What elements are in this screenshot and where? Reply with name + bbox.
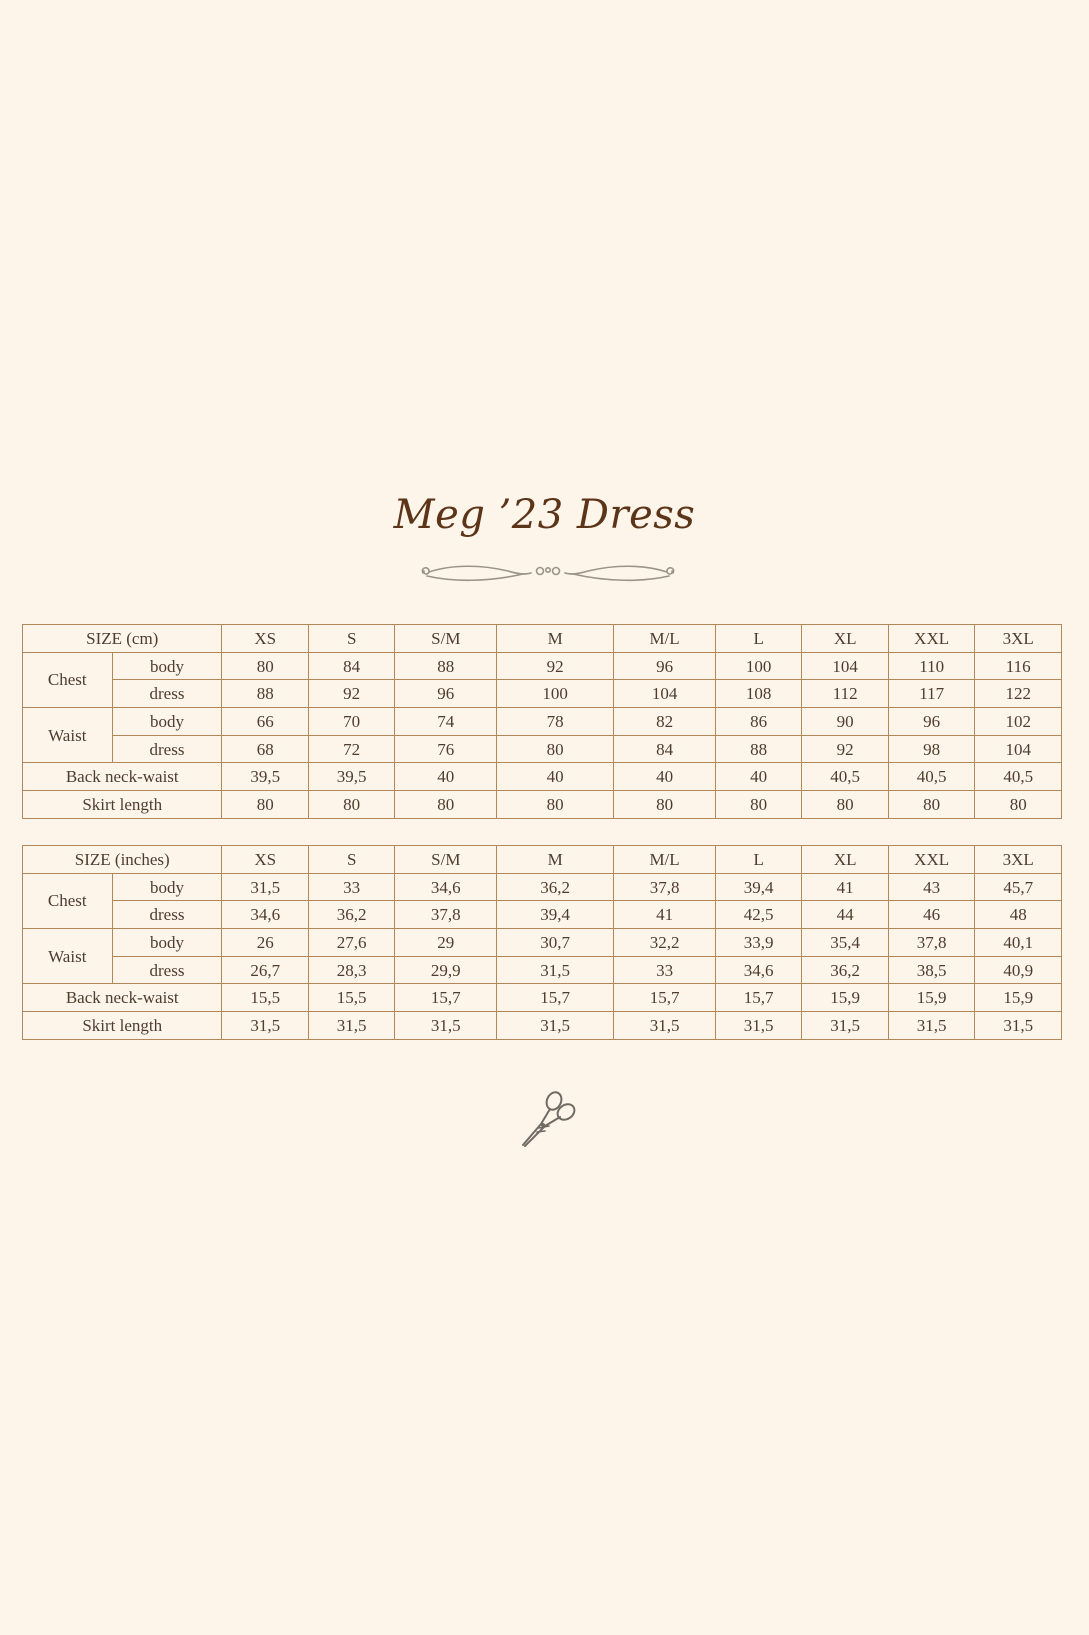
row-label-skirt-length: Skirt length — [23, 791, 222, 819]
group-label-chest: Chest — [23, 652, 113, 707]
size-header: S/M — [395, 846, 497, 874]
size-header: XL — [802, 846, 888, 874]
value-cell: 92 — [308, 680, 394, 708]
value-cell: 90 — [802, 708, 888, 736]
size-header: 3XL — [975, 846, 1062, 874]
value-cell: 108 — [715, 680, 801, 708]
value-cell: 43 — [888, 873, 974, 901]
value-cell: 29,9 — [395, 956, 497, 984]
group-label-waist: Waist — [23, 929, 113, 984]
value-cell: 78 — [497, 708, 614, 736]
value-cell: 117 — [888, 680, 974, 708]
table-row — [23, 791, 1062, 819]
value-cell: 40 — [614, 763, 716, 791]
sub-label: body — [112, 929, 222, 957]
value-cell: 31,5 — [222, 873, 308, 901]
value-cell: 74 — [395, 708, 497, 736]
header-row — [23, 846, 1062, 874]
value-cell: 82 — [614, 708, 716, 736]
value-cell: 88 — [395, 652, 497, 680]
value-cell: 80 — [715, 791, 801, 819]
sub-label: dress — [112, 956, 222, 984]
value-cell: 15,9 — [975, 984, 1062, 1012]
table-row — [23, 956, 1062, 984]
value-cell: 26,7 — [222, 956, 308, 984]
value-cell: 96 — [614, 652, 716, 680]
value-cell: 40 — [715, 763, 801, 791]
value-cell: 36,2 — [802, 956, 888, 984]
value-cell: 31,5 — [614, 1012, 716, 1040]
size-header: M — [497, 625, 614, 653]
value-cell: 80 — [802, 791, 888, 819]
value-cell: 34,6 — [395, 873, 497, 901]
value-cell: 104 — [614, 680, 716, 708]
size-header: S — [308, 846, 394, 874]
value-cell: 98 — [888, 735, 974, 763]
value-cell: 40,5 — [888, 763, 974, 791]
value-cell: 15,7 — [715, 984, 801, 1012]
value-cell: 37,8 — [888, 929, 974, 957]
group-label-chest: Chest — [23, 873, 113, 928]
size-header: XXL — [888, 625, 974, 653]
value-cell: 80 — [222, 652, 308, 680]
value-cell: 26 — [222, 929, 308, 957]
value-cell: 30,7 — [497, 929, 614, 957]
sub-label: dress — [112, 680, 222, 708]
sub-label: body — [112, 873, 222, 901]
value-cell: 34,6 — [222, 901, 308, 929]
value-cell: 92 — [497, 652, 614, 680]
table-row — [23, 873, 1062, 901]
value-cell: 110 — [888, 652, 974, 680]
value-cell: 28,3 — [308, 956, 394, 984]
value-cell: 31,5 — [222, 1012, 308, 1040]
size-table-cm — [22, 624, 1062, 819]
value-cell: 68 — [222, 735, 308, 763]
value-cell: 104 — [975, 735, 1062, 763]
size-header: XXL — [888, 846, 974, 874]
value-cell: 48 — [975, 901, 1062, 929]
value-cell: 29 — [395, 929, 497, 957]
table-row — [23, 708, 1062, 736]
value-cell: 102 — [975, 708, 1062, 736]
value-cell: 31,5 — [308, 1012, 394, 1040]
value-cell: 88 — [715, 735, 801, 763]
value-cell: 46 — [888, 901, 974, 929]
value-cell: 80 — [888, 791, 974, 819]
value-cell: 104 — [802, 652, 888, 680]
value-cell: 80 — [222, 791, 308, 819]
value-cell: 36,2 — [308, 901, 394, 929]
value-cell: 32,2 — [614, 929, 716, 957]
size-header: XS — [222, 625, 308, 653]
value-cell: 37,8 — [395, 901, 497, 929]
table-row — [23, 1012, 1062, 1040]
value-cell: 44 — [802, 901, 888, 929]
value-cell: 112 — [802, 680, 888, 708]
value-cell: 80 — [308, 791, 394, 819]
group-label-waist: Waist — [23, 708, 113, 763]
value-cell: 34,6 — [715, 956, 801, 984]
value-cell: 40,1 — [975, 929, 1062, 957]
value-cell: 96 — [395, 680, 497, 708]
value-cell: 80 — [497, 735, 614, 763]
size-header: M/L — [614, 846, 716, 874]
table-row — [23, 929, 1062, 957]
value-cell: 84 — [308, 652, 394, 680]
value-cell: 33,9 — [715, 929, 801, 957]
value-cell: 76 — [395, 735, 497, 763]
size-header: S — [308, 625, 394, 653]
value-cell: 27,6 — [308, 929, 394, 957]
value-cell: 80 — [975, 791, 1062, 819]
size-table-inches — [22, 845, 1062, 1040]
row-label-back-neck-waist: Back neck-waist — [23, 763, 222, 791]
value-cell: 84 — [614, 735, 716, 763]
sub-label: body — [112, 652, 222, 680]
value-cell: 15,7 — [497, 984, 614, 1012]
table-row — [23, 763, 1062, 791]
size-label-cell: SIZE (inches) — [23, 846, 222, 874]
table-row — [23, 680, 1062, 708]
value-cell: 39,5 — [222, 763, 308, 791]
value-cell: 31,5 — [395, 1012, 497, 1040]
header-row — [23, 625, 1062, 653]
size-header: XS — [222, 846, 308, 874]
row-label-back-neck-waist: Back neck-waist — [23, 984, 222, 1012]
value-cell: 15,7 — [614, 984, 716, 1012]
value-cell: 15,9 — [888, 984, 974, 1012]
value-cell: 45,7 — [975, 873, 1062, 901]
sub-label: body — [112, 708, 222, 736]
value-cell: 31,5 — [802, 1012, 888, 1040]
value-cell: 80 — [395, 791, 497, 819]
value-cell: 40,5 — [802, 763, 888, 791]
value-cell: 42,5 — [715, 901, 801, 929]
value-cell: 86 — [715, 708, 801, 736]
value-cell: 80 — [497, 791, 614, 819]
value-cell: 15,5 — [308, 984, 394, 1012]
value-cell: 15,5 — [222, 984, 308, 1012]
table-row — [23, 735, 1062, 763]
value-cell: 31,5 — [497, 1012, 614, 1040]
table-row — [23, 984, 1062, 1012]
value-cell: 100 — [497, 680, 614, 708]
scissors-icon — [519, 1090, 581, 1150]
value-cell: 100 — [715, 652, 801, 680]
value-cell: 38,5 — [888, 956, 974, 984]
value-cell: 36,2 — [497, 873, 614, 901]
size-header: M/L — [614, 625, 716, 653]
value-cell: 39,4 — [497, 901, 614, 929]
value-cell: 31,5 — [975, 1012, 1062, 1040]
sub-label: dress — [112, 735, 222, 763]
value-cell: 31,5 — [888, 1012, 974, 1040]
value-cell: 88 — [222, 680, 308, 708]
value-cell: 40,9 — [975, 956, 1062, 984]
row-label-skirt-length: Skirt length — [23, 1012, 222, 1040]
value-cell: 33 — [614, 956, 716, 984]
value-cell: 33 — [308, 873, 394, 901]
value-cell: 116 — [975, 652, 1062, 680]
value-cell: 39,5 — [308, 763, 394, 791]
value-cell: 40 — [497, 763, 614, 791]
size-header: L — [715, 625, 801, 653]
value-cell: 40 — [395, 763, 497, 791]
value-cell: 80 — [614, 791, 716, 819]
page-title: Meg ’23 Dress — [393, 492, 696, 538]
size-header: M — [497, 846, 614, 874]
value-cell: 41 — [802, 873, 888, 901]
table-row — [23, 901, 1062, 929]
value-cell: 15,7 — [395, 984, 497, 1012]
table-row — [23, 652, 1062, 680]
sub-label: dress — [112, 901, 222, 929]
value-cell: 66 — [222, 708, 308, 736]
size-label-cell: SIZE (cm) — [23, 625, 222, 653]
value-cell: 15,9 — [802, 984, 888, 1012]
value-cell: 31,5 — [497, 956, 614, 984]
value-cell: 37,8 — [614, 873, 716, 901]
size-header: XL — [802, 625, 888, 653]
value-cell: 72 — [308, 735, 394, 763]
value-cell: 41 — [614, 901, 716, 929]
value-cell: 122 — [975, 680, 1062, 708]
value-cell: 39,4 — [715, 873, 801, 901]
size-header: L — [715, 846, 801, 874]
size-header: S/M — [395, 625, 497, 653]
value-cell: 35,4 — [802, 929, 888, 957]
value-cell: 31,5 — [715, 1012, 801, 1040]
value-cell: 92 — [802, 735, 888, 763]
value-cell: 40,5 — [975, 763, 1062, 791]
value-cell: 96 — [888, 708, 974, 736]
size-header: 3XL — [975, 625, 1062, 653]
flourish-divider-icon — [413, 561, 683, 589]
value-cell: 70 — [308, 708, 394, 736]
